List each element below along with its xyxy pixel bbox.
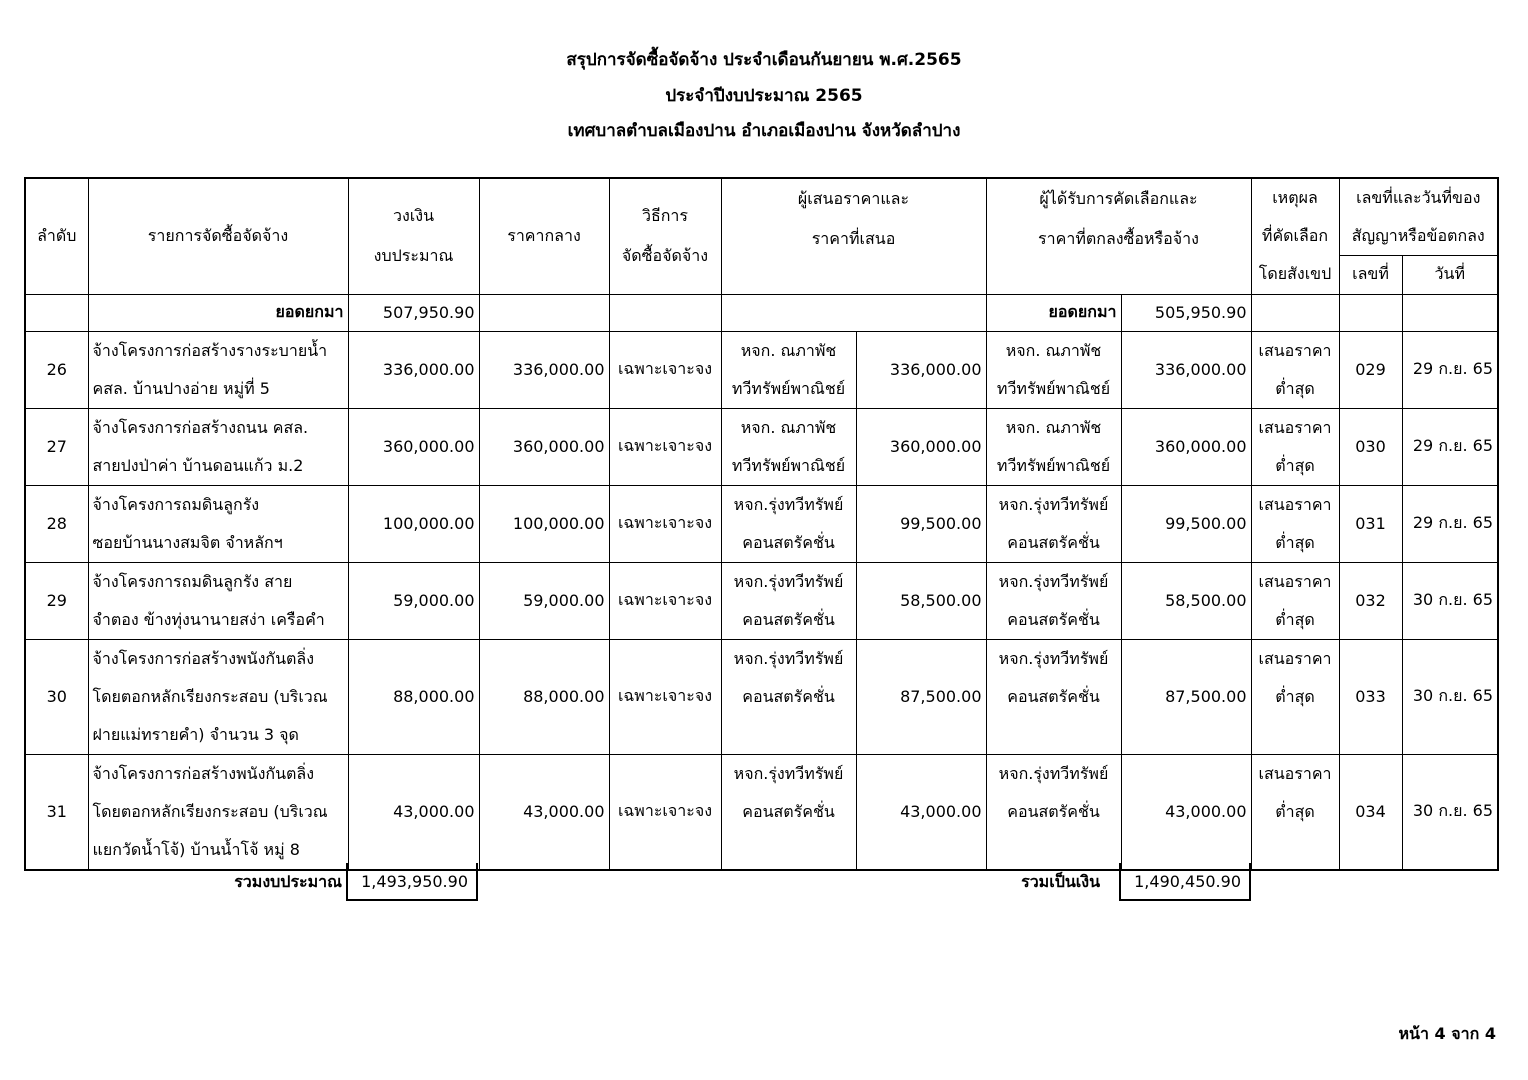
header-no: ลำดับ [25, 178, 88, 294]
row-winner-price: 87,500.00 [1121, 639, 1251, 754]
row-no: 28 [25, 485, 88, 562]
table-row [25, 408, 1498, 485]
row-no: 31 [25, 754, 88, 870]
table-row [25, 331, 1498, 408]
row-contract-date: 30 ก.ย. 65 [1402, 562, 1498, 639]
header-method: วิธีการ จัดซื้อจัดจ้าง [609, 178, 721, 294]
header-contract-date: วันที่ [1402, 256, 1498, 294]
row-contract-date: 29 ก.ย. 65 [1402, 331, 1498, 408]
row-budget: 100,000.00 [348, 485, 479, 562]
header-reason: เหตุผล ที่คัดเลือก โดยสังเขป [1251, 178, 1339, 294]
carry-forward-winner-price: 505,950.90 [1121, 294, 1251, 331]
row-contract-no: 032 [1339, 562, 1402, 639]
header-row [25, 178, 1498, 256]
row-item: จ้างโครงการถมดินลูกรัง ซอยบ้านนางสมจิต จำหลักฯ [88, 485, 348, 562]
row-method: เฉพาะเจาะจง [609, 331, 721, 408]
total-paid-label: รวมเป็นเงิน [1021, 872, 1100, 891]
total-paid-value: 1,490,450.90 [1119, 863, 1251, 901]
row-no: 29 [25, 562, 88, 639]
row-winner-price: 43,000.00 [1121, 754, 1251, 870]
header-item: รายการจัดซื้อจัดจ้าง [88, 178, 348, 294]
header-contract-no: เลขที่ [1339, 256, 1402, 294]
row-reason: เสนอราคา ต่ำสุด [1251, 408, 1339, 485]
total-budget-value: 1,493,950.90 [346, 863, 478, 901]
row-budget: 360,000.00 [348, 408, 479, 485]
row-no: 27 [25, 408, 88, 485]
row-budget: 336,000.00 [348, 331, 479, 408]
row-reason: เสนอราคา ต่ำสุด [1251, 754, 1339, 870]
row-budget: 43,000.00 [348, 754, 479, 870]
carry-forward-label-2: ยอดยกมา [986, 294, 1121, 331]
row-item: จ้างโครงการก่อสร้างรางระบายน้ำ คสล. บ้านปางอ่าย หมู่ที่ 5 [88, 331, 348, 408]
row-bidder: หจก.รุ่งทวีทรัพย์ คอนสตรัคชั่น [721, 562, 856, 639]
row-winner: หจก.รุ่งทวีทรัพย์ คอนสตรัคชั่น [986, 639, 1121, 754]
row-bid-price: 58,500.00 [856, 562, 986, 639]
row-median-price: 43,000.00 [479, 754, 609, 870]
row-bidder: หจก. ณภาพัช ทวีทรัพย์พาณิชย์ [721, 331, 856, 408]
row-item: จ้างโครงการก่อสร้างถนน คสล. สายปงป่าค่า บ้านดอนแก้ว ม.2 [88, 408, 348, 485]
table-row [25, 639, 1498, 754]
row-winner: หจก.รุ่งทวีทรัพย์ คอนสตรัคชั่น [986, 485, 1121, 562]
row-item: จ้างโครงการก่อสร้างพนังกันตลิ่ง โดยตอกหลักเรียงกระสอบ (บริเวณ แยกวัดน้ำโจ้) บ้านน้ำโจ้ หมู่ 8 [88, 754, 348, 870]
row-reason: เสนอราคา ต่ำสุด [1251, 485, 1339, 562]
row-method: เฉพาะเจาะจง [609, 485, 721, 562]
header-budget: วงเงิน งบประมาณ [348, 178, 479, 294]
carry-forward-budget: 507,950.90 [348, 294, 479, 331]
total-budget-label: รวมงบประมาณ [234, 872, 342, 891]
row-bid-price: 87,500.00 [856, 639, 986, 754]
row-bidder: หจก. ณภาพัช ทวีทรัพย์พาณิชย์ [721, 408, 856, 485]
header-median-price: ราคากลาง [479, 178, 609, 294]
row-winner-price: 336,000.00 [1121, 331, 1251, 408]
row-method: เฉพาะเจาะจง [609, 754, 721, 870]
row-median-price: 360,000.00 [479, 408, 609, 485]
row-no: 26 [25, 331, 88, 408]
row-contract-no: 030 [1339, 408, 1402, 485]
row-winner: หจก. ณภาพัช ทวีทรัพย์พาณิชย์ [986, 408, 1121, 485]
row-method: เฉพาะเจาะจง [609, 639, 721, 754]
header-winner: ผู้ได้รับการคัดเลือกและ ราคาที่ตกลงซื้อหรือจ้าง [986, 178, 1251, 294]
row-median-price: 100,000.00 [479, 485, 609, 562]
row-winner: หจก.รุ่งทวีทรัพย์ คอนสตรัคชั่น [986, 562, 1121, 639]
header-contract: เลขที่และวันที่ของ สัญญาหรือข้อตกลง [1339, 178, 1498, 256]
table-row [25, 754, 1498, 870]
row-bidder: หจก.รุ่งทวีทรัพย์ คอนสตรัคชั่น [721, 485, 856, 562]
row-reason: เสนอราคา ต่ำสุด [1251, 562, 1339, 639]
row-winner-price: 99,500.00 [1121, 485, 1251, 562]
row-method: เฉพาะเจาะจง [609, 408, 721, 485]
report-fiscal-year: ประจำปีงบประมาณ 2565 [665, 86, 863, 106]
row-contract-no: 034 [1339, 754, 1402, 870]
row-bid-price: 336,000.00 [856, 331, 986, 408]
row-contract-date: 29 ก.ย. 65 [1402, 485, 1498, 562]
row-bid-price: 360,000.00 [856, 408, 986, 485]
row-no: 30 [25, 639, 88, 754]
header-bidders: ผู้เสนอราคาและ ราคาที่เสนอ [721, 178, 986, 294]
row-budget: 59,000.00 [348, 562, 479, 639]
page-number: หน้า 4 จาก 4 [1398, 1024, 1496, 1043]
row-contract-no: 033 [1339, 639, 1402, 754]
carry-forward-label: ยอดยกมา [88, 294, 348, 331]
row-bid-price: 99,500.00 [856, 485, 986, 562]
table-row [25, 485, 1498, 562]
row-winner: หจก. ณภาพัช ทวีทรัพย์พาณิชย์ [986, 331, 1121, 408]
row-bidder: หจก.รุ่งทวีทรัพย์ คอนสตรัคชั่น [721, 754, 856, 870]
row-item: จ้างโครงการก่อสร้างพนังกันตลิ่ง โดยตอกหลักเรียงกระสอบ (บริเวณ ฝายแม่ทรายคำ) จำนวน 3 จุด [88, 639, 348, 754]
row-winner: หจก.รุ่งทวีทรัพย์ คอนสตรัคชั่น [986, 754, 1121, 870]
row-budget: 88,000.00 [348, 639, 479, 754]
row-winner-price: 360,000.00 [1121, 408, 1251, 485]
row-median-price: 88,000.00 [479, 639, 609, 754]
procurement-table [24, 177, 1499, 871]
row-median-price: 336,000.00 [479, 331, 609, 408]
row-contract-date: 29 ก.ย. 65 [1402, 408, 1498, 485]
row-reason: เสนอราคา ต่ำสุด [1251, 639, 1339, 754]
report-organization: เทศบาลตำบลเมืองปาน อำเภอเมืองปาน จังหวัดลำปาง [567, 121, 961, 141]
row-winner-price: 58,500.00 [1121, 562, 1251, 639]
row-contract-date: 30 ก.ย. 65 [1402, 754, 1498, 870]
report-title: สรุปการจัดซื้อจัดจ้าง ประจำเดือนกันยายน พ.ศ.2565 [566, 50, 962, 70]
row-contract-no: 029 [1339, 331, 1402, 408]
row-contract-date: 30 ก.ย. 65 [1402, 639, 1498, 754]
row-bid-price: 43,000.00 [856, 754, 986, 870]
row-bidder: หจก.รุ่งทวีทรัพย์ คอนสตรัคชั่น [721, 639, 856, 754]
row-item: จ้างโครงการถมดินลูกรัง สาย จำตอง ข้างทุ่งนานายสง่า เครือคำ [88, 562, 348, 639]
row-method: เฉพาะเจาะจง [609, 562, 721, 639]
table-row [25, 562, 1498, 639]
carry-forward-row [25, 294, 1498, 331]
row-contract-no: 031 [1339, 485, 1402, 562]
row-median-price: 59,000.00 [479, 562, 609, 639]
row-reason: เสนอราคา ต่ำสุด [1251, 331, 1339, 408]
